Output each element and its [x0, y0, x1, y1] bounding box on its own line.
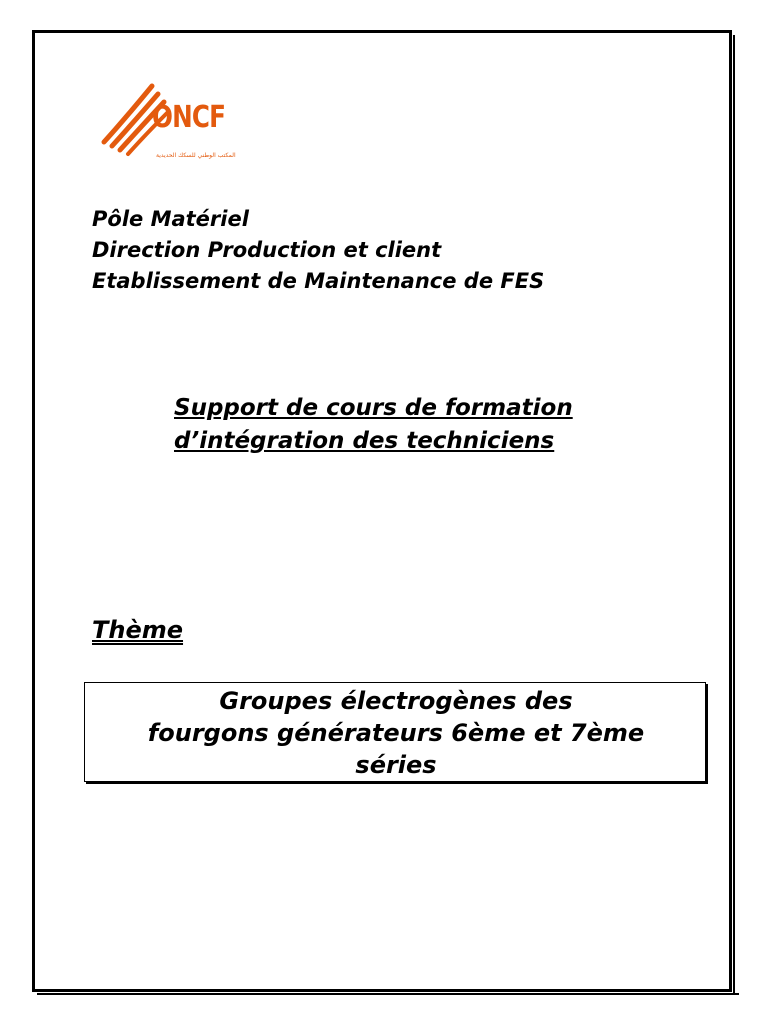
theme-line2: fourgons générateurs 6ème et 7ème	[147, 719, 645, 747]
org-direction: Direction Production et client	[92, 238, 442, 262]
org-establishment: Etablissement de Maintenance de FES	[92, 269, 545, 293]
oncf-logo	[100, 80, 260, 170]
theme-text	[91, 685, 701, 781]
page-border	[32, 30, 732, 992]
theme-line3: séries	[355, 751, 437, 779]
org-pole: Pôle Matériel	[92, 207, 249, 231]
course-title-line1: Support de cours de formation	[174, 395, 573, 421]
theme-line1: Groupes électrogènes des	[219, 687, 573, 715]
organization-block	[92, 204, 544, 297]
logo-wordmark: ONCF	[152, 100, 226, 135]
theme-box	[84, 682, 706, 782]
course-title-line2: d’intégration des techniciens	[174, 428, 555, 454]
theme-heading: Thème	[92, 616, 184, 644]
logo-arabic-tagline: المكتب الوطني للسكك الحديدية	[156, 152, 236, 159]
course-title	[174, 392, 573, 458]
